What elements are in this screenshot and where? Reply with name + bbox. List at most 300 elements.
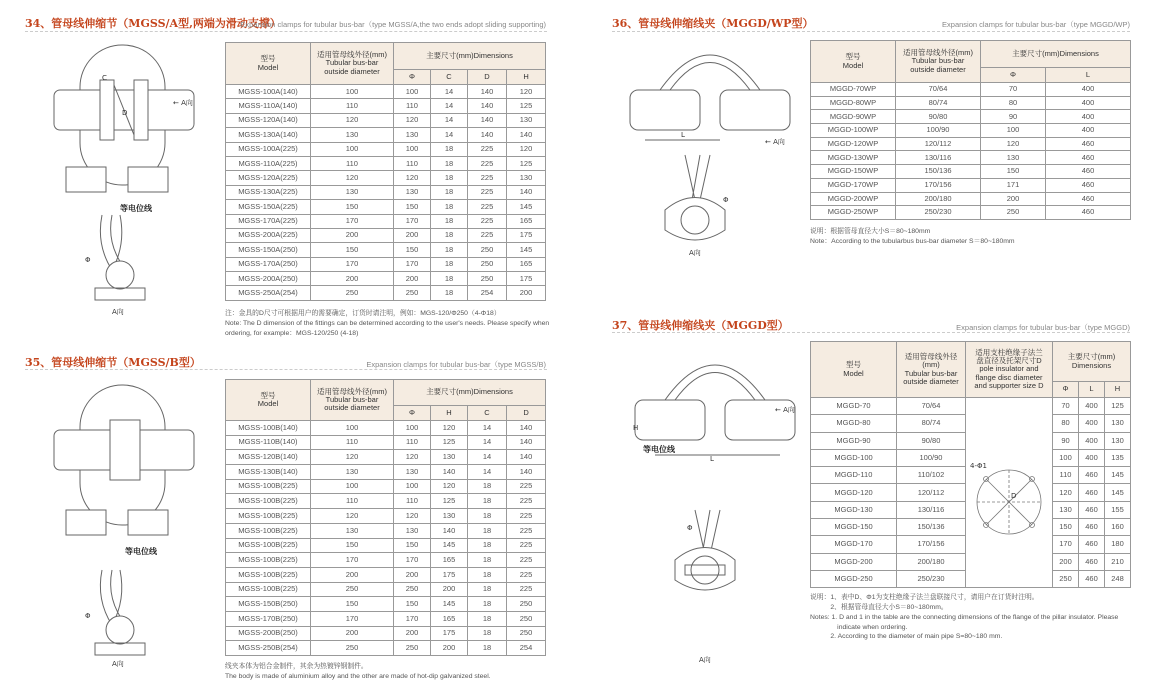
value-cell: 18 — [431, 171, 468, 185]
model-cell: MGSS-170A(225) — [226, 214, 311, 228]
value-cell: 18 — [468, 597, 507, 612]
view-a-label: A向 — [112, 660, 124, 668]
table-row — [226, 142, 546, 156]
dim-l-label: L — [710, 455, 714, 463]
value-cell: 120 — [1053, 484, 1079, 501]
table-row — [226, 171, 546, 185]
value-cell: 120 — [431, 479, 468, 494]
model-cell: MGGD-90WP — [811, 110, 896, 124]
value-cell: 14 — [431, 99, 468, 113]
value-cell: 175 — [431, 626, 468, 641]
table-row — [226, 509, 546, 524]
value-cell: 130 — [394, 128, 431, 142]
value-cell: 125 — [1105, 398, 1131, 415]
value-cell: 225 — [468, 142, 507, 156]
mggd-wp-drawing — [625, 40, 795, 260]
model-cell: MGSS-100B(140) — [226, 421, 311, 436]
value-cell: 170/156 — [896, 178, 981, 192]
value-cell: 225 — [507, 479, 546, 494]
value-cell: 100 — [311, 479, 394, 494]
value-cell: 100 — [981, 124, 1046, 138]
flange-hole-label: 4-Φ1 — [970, 461, 987, 470]
value-cell: 250 — [468, 272, 507, 286]
table-row — [811, 192, 1131, 206]
value-cell: 18 — [431, 272, 468, 286]
section-34-subtitle: Expansion clamps for tubular bus-bar（type MGSS/A,the two ends adopt sliding supporting) — [240, 20, 546, 29]
model-cell: MGSS-100A(225) — [226, 142, 311, 156]
model-cell: MGSS-120A(140) — [226, 113, 311, 127]
value-cell: 120 — [394, 509, 431, 524]
value-cell: 14 — [468, 435, 507, 450]
model-cell: MGSS-100B(225) — [226, 582, 311, 597]
value-cell: 18 — [431, 214, 468, 228]
value-cell: 14 — [468, 421, 507, 436]
header-model: 型号 Model — [811, 41, 896, 83]
value-cell: 171 — [981, 178, 1046, 192]
note-en: Note: The D dimension of the fittings can be determined according to the user's needs. Please specify when — [225, 319, 550, 327]
model-cell: MGGD-130 — [811, 501, 897, 518]
value-cell: 130 — [394, 523, 431, 538]
value-cell: 175 — [431, 567, 468, 582]
table-row — [226, 421, 546, 436]
table-row — [226, 435, 546, 450]
value-cell: 150 — [394, 243, 431, 257]
model-cell: MGGD-150WP — [811, 165, 896, 179]
value-cell: 165 — [507, 257, 546, 271]
table-row — [226, 214, 546, 228]
header-flange-size: 适用支柱绝缘子法兰 盘直径及托架尺寸D pole insulator and flange disc diameter and supporter size D — [966, 342, 1053, 398]
value-cell: 140 — [507, 185, 546, 199]
view-a-label: A向 — [699, 656, 711, 664]
value-cell: 130/116 — [896, 151, 981, 165]
value-cell: 130/116 — [897, 501, 966, 518]
value-cell: 150 — [311, 597, 394, 612]
model-cell: MGGD-100 — [811, 449, 897, 466]
value-cell: 18 — [468, 567, 507, 582]
value-cell: 200 — [394, 228, 431, 242]
model-cell: MGSS-100B(225) — [226, 479, 311, 494]
note-line: 2. According to the diameter of main pipe S=80~180 mm. — [810, 633, 1003, 641]
value-cell: 400 — [1046, 83, 1131, 97]
value-cell: 130 — [1105, 415, 1131, 432]
header-dim-col: Φ — [394, 406, 431, 421]
table-row — [226, 185, 546, 199]
value-cell: 170 — [394, 611, 431, 626]
model-cell: MGSS-250B(254) — [226, 641, 311, 656]
value-cell: 120 — [981, 137, 1046, 151]
model-cell: MGSS-100B(225) — [226, 523, 311, 538]
value-cell: 250 — [1053, 570, 1079, 587]
value-cell: 460 — [1079, 553, 1105, 570]
value-cell: 14 — [431, 128, 468, 142]
header-dimensions: 主要尺寸(mm)Dimensions — [394, 43, 546, 70]
value-cell: 110/102 — [897, 467, 966, 484]
value-cell: 110 — [394, 494, 431, 509]
model-cell: MGGD-120WP — [811, 137, 896, 151]
table-row — [811, 137, 1131, 151]
value-cell: 460 — [1046, 137, 1131, 151]
model-cell: MGGD-200WP — [811, 192, 896, 206]
model-cell: MGSS-250A(254) — [226, 286, 311, 300]
value-cell: 400 — [1046, 110, 1131, 124]
table-row — [226, 582, 546, 597]
value-cell: 225 — [468, 200, 507, 214]
value-cell: 225 — [468, 156, 507, 170]
section-34-notes — [225, 309, 549, 339]
value-cell: 145 — [1105, 467, 1131, 484]
value-cell: 120 — [311, 113, 394, 127]
value-cell: 18 — [468, 479, 507, 494]
value-cell: 400 — [1046, 124, 1131, 138]
model-cell: MGSS-110B(140) — [226, 435, 311, 450]
table-row — [226, 538, 546, 553]
model-cell: MGSS-100B(225) — [226, 494, 311, 509]
value-cell: 170 — [394, 214, 431, 228]
value-cell: 120 — [311, 171, 394, 185]
table-row — [811, 151, 1131, 165]
value-cell: 225 — [507, 553, 546, 568]
value-cell: 250 — [311, 286, 394, 300]
note-line: 2、根据管母直径大小S＝80~180mm。 — [810, 603, 948, 611]
value-cell: 130 — [394, 185, 431, 199]
model-cell: MGSS-110A(140) — [226, 99, 311, 113]
value-cell: 200 — [507, 286, 546, 300]
value-cell: 140 — [507, 128, 546, 142]
value-cell: 250/230 — [897, 570, 966, 587]
table-row — [226, 450, 546, 465]
dim-c-label: C — [102, 74, 107, 82]
value-cell: 254 — [468, 286, 507, 300]
table-row — [226, 611, 546, 626]
value-cell: 460 — [1079, 519, 1105, 536]
section-36-notes — [810, 227, 1015, 247]
value-cell: 14 — [431, 113, 468, 127]
note-en: Note：According to the tubularbus bus-bar diameter S＝80~180mm — [810, 237, 1015, 245]
value-cell: 125 — [431, 494, 468, 509]
value-cell: 130 — [431, 509, 468, 524]
note-en-2: ordering, for example：MGS-120/250 (4-18) — [225, 329, 359, 337]
value-cell: 250 — [468, 243, 507, 257]
mgss-b-drawing — [40, 380, 210, 670]
model-cell: MGSS-100B(225) — [226, 567, 311, 582]
table-row — [226, 286, 546, 300]
value-cell: 200 — [431, 582, 468, 597]
value-cell: 225 — [507, 582, 546, 597]
model-cell: MGGD-110 — [811, 467, 897, 484]
model-cell: MGGD-250 — [811, 570, 897, 587]
section-35-subtitle: Expansion clamps for tubular bus-bar（type MGSS/B) — [366, 360, 546, 369]
value-cell: 120 — [507, 85, 546, 99]
value-cell: 130 — [311, 128, 394, 142]
table-row — [226, 85, 546, 99]
equipotential-line-label: 等电位线 — [125, 546, 157, 556]
value-cell: 460 — [1046, 206, 1131, 220]
table-row — [811, 398, 1131, 415]
model-cell: MGSS-120A(225) — [226, 171, 311, 185]
value-cell: 150 — [311, 200, 394, 214]
value-cell: 18 — [468, 538, 507, 553]
value-cell: 140 — [468, 128, 507, 142]
value-cell: 130 — [311, 185, 394, 199]
value-cell: 100/90 — [897, 449, 966, 466]
value-cell: 100 — [311, 421, 394, 436]
model-cell: MGGD-200 — [811, 553, 897, 570]
value-cell: 80 — [981, 96, 1046, 110]
value-cell: 80/74 — [897, 415, 966, 432]
table-row — [226, 156, 546, 170]
value-cell: 18 — [468, 641, 507, 656]
value-cell: 90 — [981, 110, 1046, 124]
value-cell: 160 — [1105, 519, 1131, 536]
section-35-notes — [225, 662, 491, 682]
value-cell: 145 — [507, 243, 546, 257]
direction-a-label: ← A向 — [173, 99, 193, 107]
equipotential-line-label: 等电位线 — [643, 444, 675, 454]
section-35-title: 35、管母线伸缩节（MGSS/B型） — [25, 356, 201, 369]
header-dim-col: L — [1079, 382, 1105, 398]
note-cn: 说明：根据管母直径大小S＝80~180mm — [810, 228, 931, 235]
note-cn: 线夹本体为铝合金制件，其余为热镀锌钢制件。 — [225, 663, 368, 670]
model-cell: MGGD-100WP — [811, 124, 896, 138]
model-cell: MGSS-130B(140) — [226, 465, 311, 480]
section-37-title: 37、管母线伸缩线夹（MGGD型） — [612, 319, 789, 332]
value-cell: 18 — [431, 243, 468, 257]
value-cell: 460 — [1079, 501, 1105, 518]
value-cell: 125 — [507, 99, 546, 113]
model-cell: MGSS-130A(140) — [226, 128, 311, 142]
divider — [612, 31, 1130, 32]
value-cell: 460 — [1079, 467, 1105, 484]
value-cell: 100 — [311, 85, 394, 99]
value-cell: 125 — [507, 156, 546, 170]
value-cell: 70 — [1053, 398, 1079, 415]
value-cell: 150 — [311, 243, 394, 257]
value-cell: 18 — [468, 523, 507, 538]
model-cell: MGGD-150 — [811, 519, 897, 536]
header-outside-diameter: 适用管母线外径(mm) Tubular bus-bar outside diameter — [311, 43, 394, 85]
table-row — [811, 83, 1131, 97]
table-row — [226, 641, 546, 656]
mggd-spec-table — [810, 341, 1131, 588]
value-cell: 130 — [507, 171, 546, 185]
value-cell: 145 — [431, 538, 468, 553]
value-cell: 110 — [311, 99, 394, 113]
header-outside-diameter: 适用管母线外径(mm) Tubular bus-bar outside diameter — [897, 342, 966, 398]
value-cell: 225 — [507, 523, 546, 538]
value-cell: 250 — [507, 611, 546, 626]
value-cell: 18 — [431, 257, 468, 271]
value-cell: 225 — [468, 171, 507, 185]
value-cell: 110 — [394, 156, 431, 170]
value-cell: 120 — [311, 450, 394, 465]
table-row — [226, 465, 546, 480]
value-cell: 14 — [431, 85, 468, 99]
value-cell: 80 — [1053, 415, 1079, 432]
header-dim-col: D — [468, 70, 507, 85]
value-cell: 250 — [507, 597, 546, 612]
value-cell: 130 — [431, 450, 468, 465]
table-row — [226, 494, 546, 509]
table-row — [226, 113, 546, 127]
value-cell: 140 — [431, 523, 468, 538]
value-cell: 225 — [468, 214, 507, 228]
section-36-subtitle: Expansion clamps for tubular bus-bar（type MGGD/WP) — [942, 20, 1130, 29]
model-cell: MGGD-120 — [811, 484, 897, 501]
value-cell: 165 — [507, 214, 546, 228]
value-cell: 225 — [468, 228, 507, 242]
value-cell: 100/90 — [896, 124, 981, 138]
value-cell: 130 — [311, 523, 394, 538]
model-cell: MGGD-170 — [811, 536, 897, 553]
value-cell: 248 — [1105, 570, 1131, 587]
value-cell: 150 — [394, 597, 431, 612]
value-cell: 18 — [468, 494, 507, 509]
value-cell: 90/80 — [896, 110, 981, 124]
value-cell: 170 — [1053, 536, 1079, 553]
value-cell: 200/180 — [897, 553, 966, 570]
value-cell: 225 — [507, 509, 546, 524]
divider — [25, 31, 547, 32]
model-cell: MGSS-100A(140) — [226, 85, 311, 99]
value-cell: 90/80 — [897, 432, 966, 449]
direction-a-label: ← A向 — [775, 406, 795, 414]
value-cell: 250 — [311, 641, 394, 656]
table-row — [811, 206, 1131, 220]
phi-label: Φ — [85, 612, 91, 620]
value-cell: 145 — [507, 200, 546, 214]
value-cell: 400 — [1079, 432, 1105, 449]
value-cell: 165 — [431, 553, 468, 568]
divider — [25, 369, 547, 370]
value-cell: 200 — [1053, 553, 1079, 570]
value-cell: 460 — [1079, 536, 1105, 553]
value-cell: 200 — [311, 228, 394, 242]
mggd-wp-spec-table — [810, 40, 1131, 220]
section-37-notes — [810, 593, 1118, 642]
table-row — [226, 128, 546, 142]
value-cell: 460 — [1079, 484, 1105, 501]
model-cell: MGSS-150B(250) — [226, 597, 311, 612]
value-cell: 250 — [468, 257, 507, 271]
header-dimensions: 主要尺寸(mm)Dimensions — [394, 380, 546, 406]
direction-a-label: ← A向 — [765, 138, 785, 146]
section-36-title: 36、管母线伸缩线夹（MGGD/WP型） — [612, 17, 814, 30]
header-model: 型号 Model — [226, 380, 311, 421]
value-cell: 200 — [981, 192, 1046, 206]
header-dimensions: 主要尺寸(mm) Dimensions — [1053, 342, 1131, 382]
model-cell: MGGD-80WP — [811, 96, 896, 110]
header-dim-col: Φ — [981, 68, 1046, 83]
dim-h-label: H — [633, 424, 639, 432]
header-row — [226, 380, 546, 406]
phi-label: Φ — [687, 524, 693, 532]
table-row — [226, 597, 546, 612]
value-cell: 170 — [311, 553, 394, 568]
phi-label: Φ — [85, 256, 91, 264]
value-cell: 150 — [311, 538, 394, 553]
value-cell: 175 — [507, 272, 546, 286]
value-cell: 70/64 — [896, 83, 981, 97]
table-row — [226, 567, 546, 582]
value-cell: 120/112 — [897, 484, 966, 501]
value-cell: 200 — [311, 567, 394, 582]
note-en: The body is made of aluminium alloy and the other are made of hot-dip galvanized steel. — [225, 672, 491, 680]
value-cell: 200 — [394, 626, 431, 641]
value-cell: 145 — [1105, 484, 1131, 501]
note-line: 说明：1、表中D、Φ1为支柱绝缘子法兰盘联接尺寸，请用户在订货时注明。 — [810, 594, 1039, 601]
value-cell: 170 — [311, 611, 394, 626]
value-cell: 210 — [1105, 553, 1131, 570]
value-cell: 250 — [507, 626, 546, 641]
header-row — [811, 41, 1131, 68]
note-line: indicate when ordering. — [810, 623, 908, 631]
value-cell: 200/180 — [896, 192, 981, 206]
header-dimensions: 主要尺寸(mm)Dimensions — [981, 41, 1131, 68]
header-dim-col: C — [468, 406, 507, 421]
model-cell: MGSS-200B(250) — [226, 626, 311, 641]
header-dim-col: Φ — [1053, 382, 1079, 398]
value-cell: 140 — [468, 113, 507, 127]
value-cell: 140 — [431, 465, 468, 480]
table-row — [226, 479, 546, 494]
value-cell: 120 — [311, 509, 394, 524]
header-row — [226, 43, 546, 70]
mgss-a-spec-table — [225, 42, 546, 301]
value-cell: 145 — [431, 597, 468, 612]
value-cell: 250 — [981, 206, 1046, 220]
value-cell: 100 — [394, 479, 431, 494]
value-cell: 175 — [507, 228, 546, 242]
value-cell: 18 — [468, 626, 507, 641]
model-cell: MGSS-100B(225) — [226, 509, 311, 524]
value-cell: 120 — [507, 142, 546, 156]
mgss-a-drawing — [40, 40, 210, 320]
value-cell: 120 — [394, 450, 431, 465]
value-cell: 460 — [1079, 570, 1105, 587]
value-cell: 225 — [468, 185, 507, 199]
value-cell: 460 — [1046, 165, 1131, 179]
value-cell: 110 — [311, 435, 394, 450]
value-cell: 18 — [431, 156, 468, 170]
header-dim-col: H — [507, 70, 546, 85]
header-outside-diameter: 适用管母线外径(mm) Tubular bus-bar outside diameter — [311, 380, 394, 421]
table-row — [226, 272, 546, 286]
flange-diagram — [966, 432, 1052, 552]
value-cell: 14 — [468, 465, 507, 480]
value-cell: 100 — [394, 85, 431, 99]
phi-label: Φ — [723, 196, 729, 204]
table-row — [226, 228, 546, 242]
model-cell: MGSS-150A(250) — [226, 243, 311, 257]
flange-d-label: D — [1011, 491, 1017, 500]
value-cell: 125 — [431, 435, 468, 450]
value-cell: 130 — [981, 151, 1046, 165]
value-cell: 225 — [507, 494, 546, 509]
table-row — [811, 178, 1131, 192]
model-cell: MGGD-130WP — [811, 151, 896, 165]
value-cell: 200 — [311, 626, 394, 641]
value-cell: 120 — [394, 171, 431, 185]
model-cell: MGSS-170A(250) — [226, 257, 311, 271]
value-cell: 150/136 — [897, 519, 966, 536]
value-cell: 18 — [468, 611, 507, 626]
value-cell: 140 — [507, 450, 546, 465]
value-cell: 170 — [311, 214, 394, 228]
value-cell: 110 — [394, 99, 431, 113]
value-cell: 170/156 — [897, 536, 966, 553]
value-cell: 110 — [311, 156, 394, 170]
section-34-title: 34、管母线伸缩节（MGSS/A型,两端为滑动支撑） — [25, 17, 281, 30]
